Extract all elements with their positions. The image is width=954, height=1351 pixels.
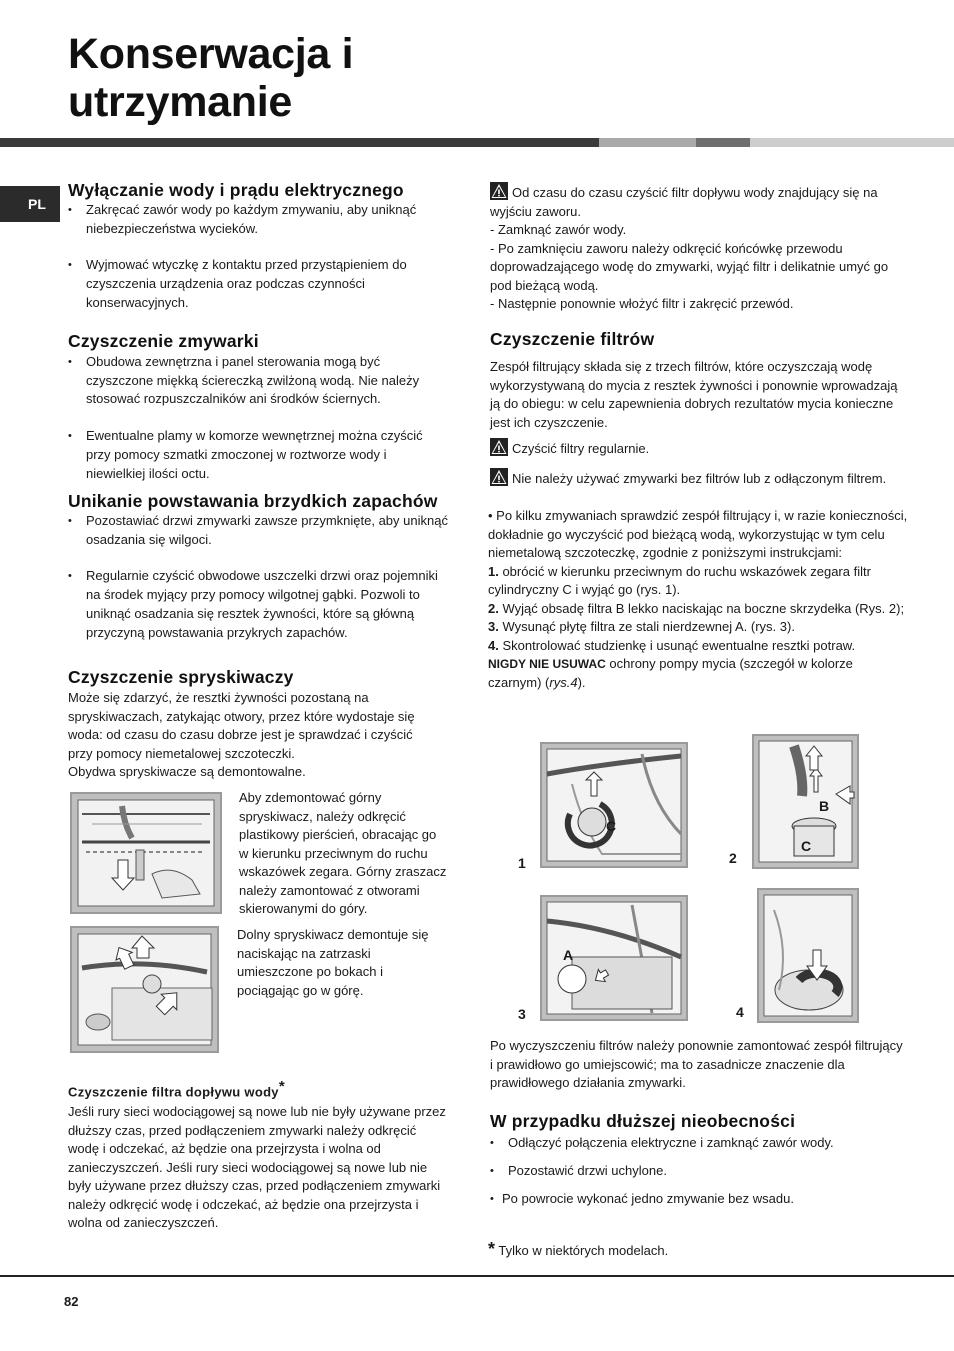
- fig2-letter-b: B: [819, 798, 830, 814]
- list-item: • Obudowa zewnętrzna i panel sterowania mogą być czyszczone miękką ściereczką zwilżoną wodą. Nie należy stosować rozpuszczalników ani środków ściernych.: [68, 353, 448, 409]
- warning-text: Czyścić filtry regularnie.: [512, 441, 650, 456]
- filters-after-text: Po wyczyszczeniu filtrów należy ponownie zamontować zespół filtrujący i prawidłowo go umiejscowić; ma to zasadnicze znaczenie dla prawidłowego działania zmywarki.: [490, 1038, 903, 1090]
- list-item: • Pozostawiać drzwi zmywarki zawsze przymknięte, aby uniknąć osadzania się wilgoci.: [68, 512, 448, 549]
- figure-number-4: 4: [736, 1004, 744, 1020]
- section-power-off: [68, 180, 448, 331]
- bullet-list: [68, 201, 448, 313]
- step-number: 1.: [488, 563, 499, 579]
- step-text: Skontrolować studzienkę i usunąć ewentualne resztki potraw.: [498, 637, 856, 653]
- figure-number-3: 3: [518, 1006, 526, 1022]
- step-text: obrócić w kierunku przeciwnym do ruchu wskazówek zegara filtr cylindryczny C i wyjąć go (rys. 1).: [488, 563, 871, 597]
- text-line: przy pomocy niemetalowej szczoteczki.: [68, 745, 295, 761]
- lower-spray-arm-text: Dolny spryskiwacz demontuje się naciskając na zatrzaski umieszczone po bokach i pociągając go w górę.: [237, 927, 429, 998]
- section-heading: Czyszczenie spryskiwaczy: [68, 667, 294, 687]
- section-heading: Unikanie powstawania brzydkich zapachów: [68, 491, 438, 511]
- section-text: [68, 689, 453, 782]
- section-heading: Czyszczenie zmywarki: [68, 331, 259, 351]
- step-line: - Zamknąć zawór wody.: [490, 222, 627, 237]
- section-heading: W przypadku dłuższej nieobecności: [490, 1111, 796, 1131]
- step-line: - Po zamknięciu zaworu należy odkręcić końcówkę przewodu doprowadzającego wodę do zmywarki, wyjąć filtr i delikatnie umyć go pod bieżącą wodą.: [490, 240, 889, 293]
- section-heading: [68, 1078, 448, 1101]
- footer-divider: [0, 1275, 954, 1277]
- text-line: spryskiwaczach, zatykając otwory, przez które wydostaje się: [68, 708, 415, 724]
- section-odours: [68, 491, 448, 660]
- list-item: • Zakręcać zawór wody po każdym zmywaniu, aby uniknąć niebezpieczeństwa wycieków.: [68, 201, 448, 238]
- warning-text: Nie należy używać zmywarki bez filtrów lub z odłączonym filtrem.: [512, 470, 887, 486]
- text-line: Obydwa spryskiwacze są demontowalne.: [68, 764, 306, 779]
- list-item: • Pozostawić drzwi uchylone.: [490, 1162, 908, 1181]
- section-absence: [490, 1111, 908, 1209]
- warning-icon: [490, 468, 508, 486]
- header-bar-mid: [696, 138, 750, 147]
- never-text: ochrony pompy mycia (szczegół w kolorze czarnym) (: [488, 656, 853, 690]
- step-1: [488, 563, 908, 600]
- upper-spray-arm-text: Aby zdemontować górny spryskiwacz, należy odkręcić plastikowy pierścień, obracając go w kierunku przeciwnym do ruchu wskazówek zegara. Górny zraszacz należy zamontować z otworami skierowanymi do góry.: [239, 790, 447, 916]
- never-bold: NIGDY NIE USUWAC: [488, 657, 606, 671]
- section-heading: Czyszczenie filtrów: [490, 329, 655, 349]
- list-item: • Wyjmować wtyczkę z kontaktu przed przystąpieniem do czyszczenia urządzenia oraz podczas czynności konserwacyjnych.: [68, 256, 448, 312]
- header-bar-dark: [0, 138, 599, 147]
- step-2: [488, 600, 908, 619]
- page-number: 82: [64, 1294, 79, 1309]
- section-heading: Wyłączanie wody i prądu elektrycznego: [68, 180, 404, 200]
- step-number: 4.: [488, 637, 499, 653]
- footnote-star: *: [278, 1078, 285, 1095]
- figure-number-2: 2: [729, 850, 737, 866]
- list-item: • Odłączyć połączenia elektryczne i zamknąć zawór wody.: [490, 1134, 908, 1153]
- warning-text: Od czasu do czasu czyścić filtr dopływu wody znajdujący się na wyjściu zaworu.: [490, 185, 878, 219]
- inlet-filter-warning: [490, 182, 910, 314]
- never-remove-note: [488, 655, 908, 692]
- text-line: Może się zdarzyć, że resztki żywności pozostaną na: [68, 690, 369, 705]
- bullet-list: [490, 1134, 908, 1209]
- bullet-list: [68, 353, 448, 483]
- header-bar-light2: [750, 138, 954, 147]
- check-text: • Po kilku zmywaniach sprawdzić zespół filtrujący i, w razie konieczności, dokładnie go wyczyścić pod bieżącą wodą, wykorzystując w tym celu niemetalową szczoteczkę, zgodnie z poniższymi instrukcjami:: [488, 508, 908, 560]
- list-item: • Regularnie czyścić obwodowe uszczelki drzwi oraz pojemniki na środek myjący przy pomocy wilgotnej gąbki. Pozwoli to uniknąć osadzania się resztek żywności, które są główną przyczyną powstawania przykrych zapachów.: [68, 567, 448, 642]
- warning-icon: [490, 182, 508, 200]
- filters-warning-1: [490, 438, 908, 459]
- figure-number-1: 1: [518, 855, 526, 871]
- page-title: Konserwacja i utrzymanie: [68, 30, 354, 126]
- step-text: Wysunąć płytę filtra ze stali nierdzewnej A. (rys. 3).: [498, 619, 795, 634]
- lower-spray-arm-figure: [70, 926, 219, 1053]
- bullet-list: [68, 512, 448, 642]
- step-number: 3.: [488, 619, 499, 634]
- step-4: [488, 637, 908, 656]
- never-end: ).: [577, 674, 586, 690]
- footnote-text: Tylko w niektórych modelach.: [495, 1243, 669, 1258]
- warning-icon: [490, 438, 508, 456]
- never-ref: rys.4: [549, 674, 578, 690]
- fig3-letter-a: A: [563, 947, 574, 963]
- upper-spray-arm-figure: [70, 792, 222, 914]
- fig2-letter-c: C: [801, 838, 812, 854]
- filters-instructions: [488, 507, 908, 692]
- filters-intro: Zespół filtrujący składa się z trzech filtrów, które oczyszczają wodę wykorzystywaną do mycia z resztek żywności i ponownie wprowadzają ją do obiegu: w celu zapewnienia dobrych rezultatów mycia konieczne jest ich czyszczenie.: [490, 359, 898, 430]
- section-spray-arms: [68, 667, 453, 782]
- footnote: [488, 1240, 908, 1261]
- filters-warning-2: [490, 468, 908, 489]
- text-line: woda: od czasu do czasu dobrze jest je sprawdzać i czyścić: [68, 727, 413, 742]
- filter-figure-1: [540, 742, 688, 868]
- list-item: • Ewentualne plamy w komorze wewnętrznej można czyścić przy pomocy szmatki zmoczonej w roztworze wody i niewielkiej ilości octu.: [68, 427, 448, 483]
- filter-figure-4: [757, 888, 859, 1023]
- section-cleaning-dishwasher: [68, 331, 448, 501]
- step-line: - Następnie ponownie włożyć filtr i zakręcić przewód.: [490, 296, 794, 311]
- heading-text: Czyszczenie filtra dopływu wody: [68, 1084, 279, 1100]
- language-tab: PL: [0, 186, 60, 222]
- fig1-letter-c: C: [606, 818, 617, 834]
- section-inlet-filter: [68, 1078, 448, 1233]
- section-filters: [490, 329, 908, 488]
- section-text: Jeśli rury sieci wodociągowej są nowe lub nie były używane przez dłuższy czas, przed podłączeniem zmywarki należy odkręcić wodę i odczekać, aż będzie ona przejrzysta i wolna od zanieczyszczeń. Jeśli rury sieci wodociągowej są nowe lub nie były używane przez dłuższy czas, przed podłączeniem zmywarki należy odkręcić wodę i odczekać, aż będzie ona przejrzysta i wolna od zanieczyszczeń.: [68, 1104, 446, 1231]
- header-bar-light1: [599, 138, 696, 147]
- list-item: • Po powrocie wykonać jedno zmywanie bez wsadu.: [490, 1190, 908, 1209]
- step-3: [488, 618, 908, 637]
- footnote-star: *: [488, 1239, 496, 1259]
- step-text: Wyjąć obsadę filtra B lekko naciskając na boczne skrzydełka (Rys. 2);: [498, 600, 905, 616]
- step-number: 2.: [488, 600, 499, 616]
